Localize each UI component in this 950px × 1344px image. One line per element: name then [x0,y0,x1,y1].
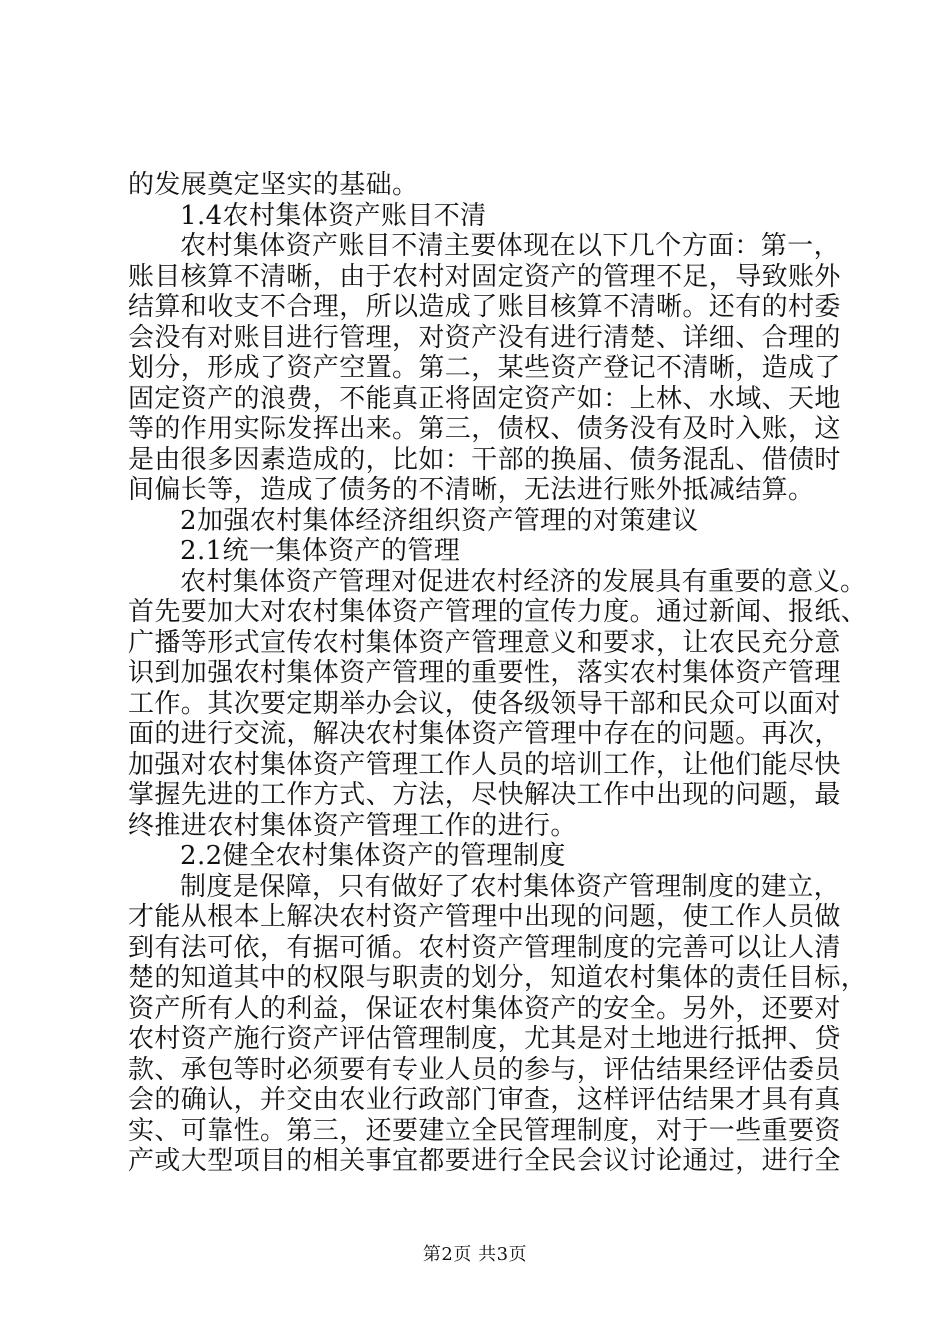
text-line: 楚的知道其中的权限与职责的划分，知道农村集体的责任目标， [128,963,868,993]
text-line: 固定资产的浪费，不能真正将固定资产如：上林、水域、天地 [128,383,841,414]
text-line: 面的进行交流，解决农村集体资产管理中存在的问题。再次， [128,719,841,749]
text-line: 广播等形式宣传农村集体资产管理意义和要求，让农民充分意 [128,627,841,658]
text-line: 掌握先进的工作方式、方法，尽快解决工作中出现的问题，最 [128,780,841,810]
text-line: 首先要加大对农村集体资产管理的宣传力度。通过新闻、报纸、 [128,597,868,627]
text-line: 才能从根本上解决农村资产管理中出现的问题，使工作人员做 [128,902,841,932]
text-line: 的发展奠定坚实的基础。 [128,170,419,200]
text-line: 等的作用实际发挥出来。第三，债权、债务没有及时入账，这 [128,414,841,444]
text-line: 加强对农村集体资产管理工作人员的培训工作，让他们能尽快 [128,749,841,780]
text-line: 到有法可依，有据可循。农村资产管理制度的完善可以让人清 [128,932,841,963]
text-line: 实、可靠性。第三，还要建立全民管理制度，对于一些重要资 [128,1115,841,1146]
section-heading: 1.4农村集体资产账目不清 [180,200,487,231]
text-line: 结算和收支不合理，所以造成了账目核算不清晰。还有的村委 [128,292,841,322]
text-line: 工作。其次要定期举办会议，使各级领导干部和民众可以面对 [128,688,841,719]
section-heading: 2.2健全农村集体资产的管理制度 [180,841,566,871]
text-line: 会没有对账目进行管理，对资产没有进行清楚、详细、合理的 [128,322,841,353]
section-heading: 2.1统一集体资产的管理 [180,536,461,566]
text-line: 资产所有人的利益，保证农村集体资产的安全。另外，还要对 [128,993,841,1024]
text-line: 产或大型项目的相关事宜都要进行全民会议讨论通过，进行全 [128,1146,841,1176]
text-line: 农村集体资产管理对促进农村经济的发展具有重要的意义。 [180,566,867,597]
text-line: 农村资产施行资产评估管理制度，尤其是对土地进行抵押、贷 [128,1024,841,1054]
text-line: 会的确认，并交由农业行政部门审查，这样评估结果才具有真 [128,1085,841,1115]
text-line: 制度是保障，只有做好了农村集体资产管理制度的建立， [180,871,841,902]
document-body [128,170,868,1177]
text-line: 款、承包等时必须要有专业人员的参与，评估结果经评估委员 [128,1054,841,1085]
text-line: 划分，形成了资产空置。第二，某些资产登记不清晰，造成了 [128,353,841,383]
text-line: 识到加强农村集体资产管理的重要性，落实农村集体资产管理 [128,658,841,688]
page-number-footer: 第2页 共3页 [422,1244,528,1265]
section-heading: 2加强农村集体经济组织资产管理的对策建议 [180,505,699,536]
text-line: 终推进农村集体资产管理工作的进行。 [128,810,577,841]
text-line: 农村集体资产账目不清主要体现在以下几个方面：第一， [180,231,841,261]
text-line: 间偏长等，造成了债务的不清晰，无法进行账外抵减结算。 [128,475,815,505]
text-line: 是由很多因素造成的，比如：干部的换届、债务混乱、借债时 [128,444,841,475]
text-line: 账目核算不清晰，由于农村对固定资产的管理不足，导致账外 [128,261,841,292]
